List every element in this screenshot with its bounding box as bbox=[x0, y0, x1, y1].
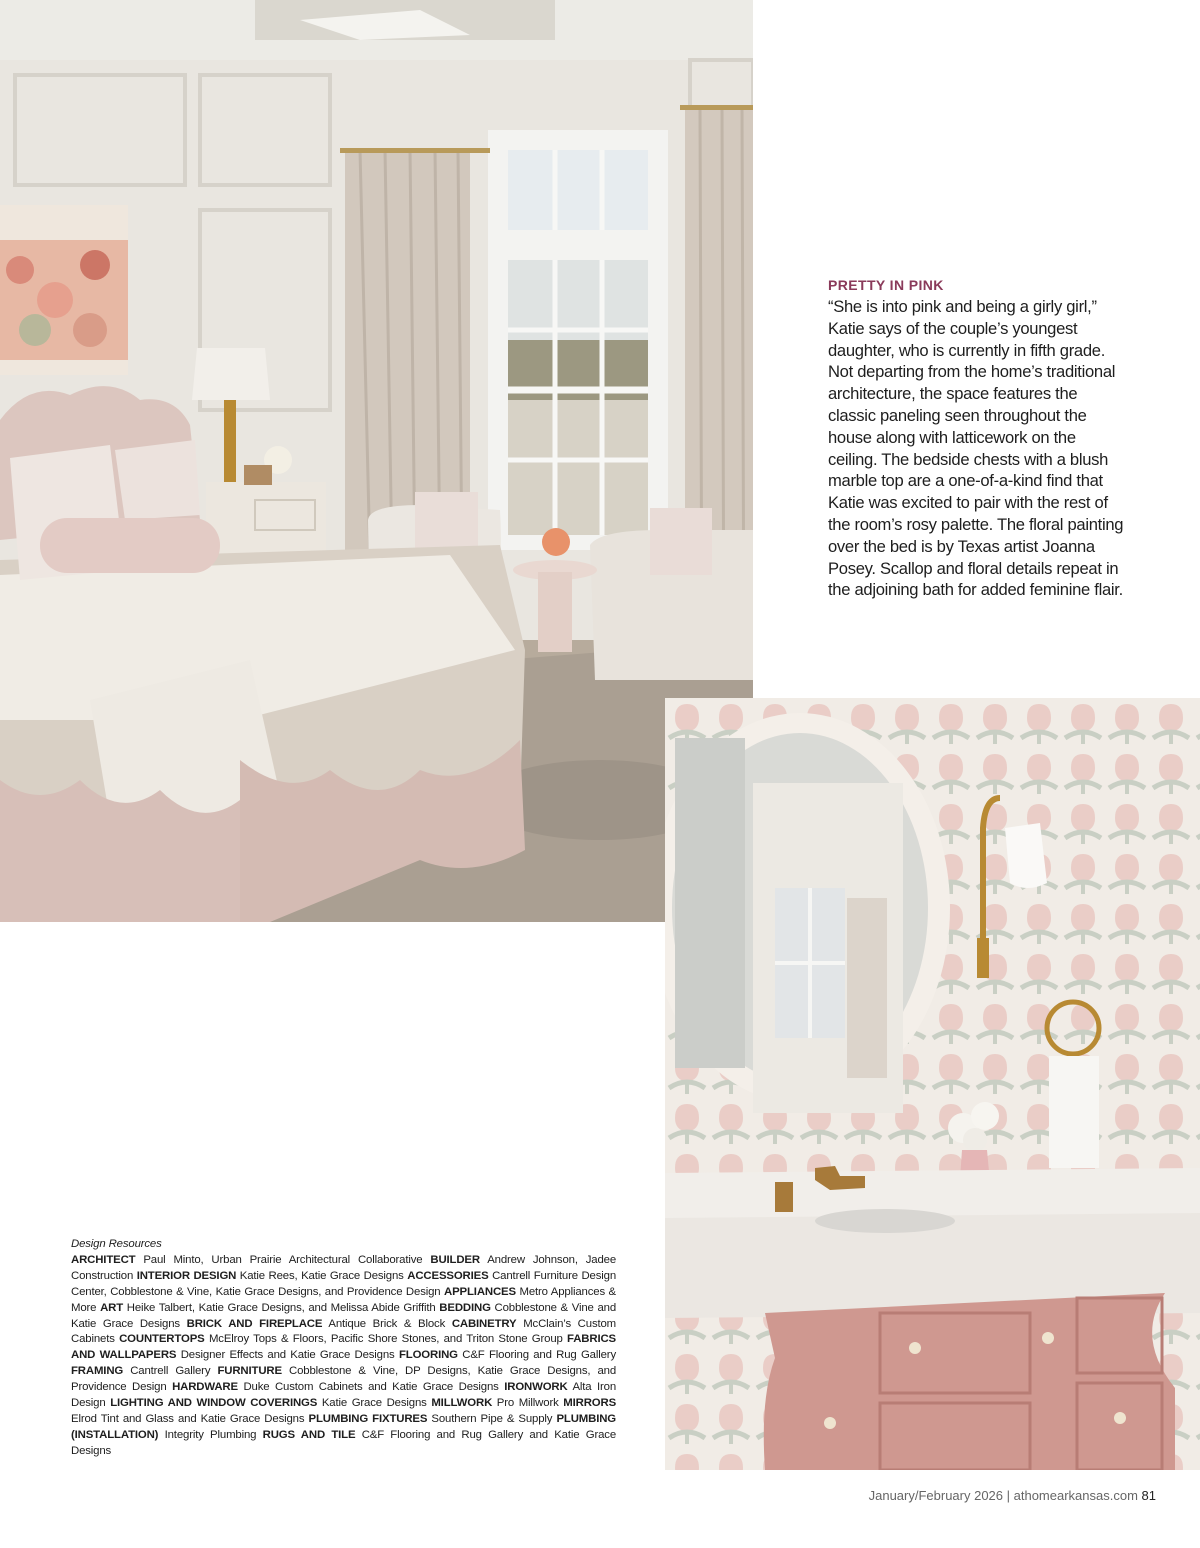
resource-category: ARCHITECT bbox=[71, 1253, 136, 1266]
bedroom-photo bbox=[0, 0, 753, 922]
resource-vendors: C&F Flooring and Rug Gallery bbox=[462, 1349, 616, 1362]
page-footer bbox=[869, 1488, 1156, 1503]
resource-vendors: Alta Iron Design bbox=[71, 1381, 617, 1410]
resource-vendors: Cobblestone & Vine and Katie Grace Designs bbox=[71, 1301, 617, 1330]
resource-vendors: Cantrell Furniture Design Center, Cobblestone & Vine, Katie Grace Designs, and Providence Design bbox=[71, 1269, 617, 1298]
sidebar-heading: PRETTY IN PINK bbox=[828, 277, 944, 293]
resource-vendors: Pro Millwork bbox=[496, 1397, 559, 1410]
resource-category: IRONWORK bbox=[504, 1381, 568, 1394]
resource-vendors: Heike Talbert, Katie Grace Designs, and Melissa Abide Griffith bbox=[126, 1301, 436, 1314]
resource-vendors: Katie Rees, Katie Grace Designs bbox=[239, 1269, 404, 1282]
bathroom-photo bbox=[665, 698, 1200, 1470]
resource-vendors: McClain’s Custom Cabinets bbox=[71, 1317, 617, 1346]
resource-vendors: Andrew Johnson, Jadee Construction bbox=[71, 1253, 617, 1282]
resource-category: INTERIOR DESIGN bbox=[136, 1269, 237, 1282]
resource-vendors: Cobblestone & Vine, DP Designs, Katie Grace Designs, and Providence Design bbox=[71, 1365, 617, 1394]
resource-vendors: Paul Minto, Urban Prairie Architectural Collaborative bbox=[143, 1253, 423, 1266]
sidebar-story bbox=[828, 276, 1128, 601]
resource-vendors: Integrity Plumbing bbox=[164, 1428, 257, 1441]
resource-category: FRAMING bbox=[71, 1365, 124, 1378]
resource-category: BRICK AND FIREPLACE bbox=[186, 1317, 323, 1330]
resource-vendors: Antique Brick & Block bbox=[328, 1317, 446, 1330]
design-resources bbox=[71, 1237, 616, 1460]
resource-category: CABINETRY bbox=[451, 1317, 517, 1330]
resource-vendors: Katie Grace Designs bbox=[321, 1397, 427, 1410]
sidebar-body: “She is into pink and being a girly girl,” Katie says of the couple’s youngest daughter, who is currently in fifth grade. Not departing from the home’s traditional architecture, the space features the classic paneling seen throughout the house along with latticework on the ceiling. The bedside chests with a blush marble top are a one-of-a-kind find that Katie was excited to pair with the rest of the room’s rosy palette. The floral painting over the bed is by Texas artist Joanna Posey. Scallop and floral details repeat in the adjoining bath for added feminine flair. bbox=[828, 297, 1124, 600]
resource-category: PLUMBING (INSTALLATION) bbox=[71, 1412, 617, 1441]
resource-vendors: C&F Flooring and Rug Gallery and Katie Grace Designs bbox=[71, 1428, 616, 1457]
design-resources-title: Design Resources bbox=[71, 1238, 162, 1250]
resource-vendors: Duke Custom Cabinets and Katie Grace Designs bbox=[243, 1381, 499, 1394]
resource-vendors: McElroy Tops & Floors, Pacific Shore Stones, and Triton Stone Group bbox=[208, 1333, 563, 1346]
resource-category: RUGS AND TILE bbox=[262, 1428, 356, 1441]
resource-category: COUNTERTOPS bbox=[119, 1333, 205, 1346]
design-resources-list bbox=[71, 1253, 616, 1460]
resource-category: LIGHTING AND WINDOW COVERINGS bbox=[110, 1397, 318, 1410]
resource-category: APPLIANCES bbox=[444, 1285, 516, 1298]
resource-category: ART bbox=[100, 1301, 124, 1314]
resource-category: FABRICS AND WALLPAPERS bbox=[71, 1333, 616, 1362]
resource-vendors: Cantrell Gallery bbox=[130, 1365, 211, 1378]
resource-vendors: Designer Effects and Katie Grace Designs bbox=[180, 1349, 395, 1362]
resource-category: MIRRORS bbox=[563, 1397, 617, 1410]
resource-category: MILLWORK bbox=[431, 1397, 493, 1410]
resource-vendors: Metro Appliances & More bbox=[71, 1285, 616, 1314]
resource-vendors: Southern Pipe & Supply bbox=[431, 1412, 553, 1425]
resource-category: PLUMBING FIXTURES bbox=[308, 1412, 428, 1425]
resource-category: BUILDER bbox=[430, 1253, 480, 1266]
resource-vendors: Elrod Tint and Glass and Katie Grace Designs bbox=[71, 1412, 305, 1425]
resource-category: ACCESSORIES bbox=[407, 1269, 489, 1282]
resource-category: BEDDING bbox=[439, 1301, 491, 1314]
footer-issue: January/February 2026 | athomearkansas.com bbox=[868, 1488, 1138, 1503]
page-number: 81 bbox=[1141, 1488, 1156, 1503]
resource-category: FLOORING bbox=[398, 1349, 458, 1362]
resource-category: FURNITURE bbox=[217, 1365, 282, 1378]
resource-category: HARDWARE bbox=[172, 1381, 238, 1394]
